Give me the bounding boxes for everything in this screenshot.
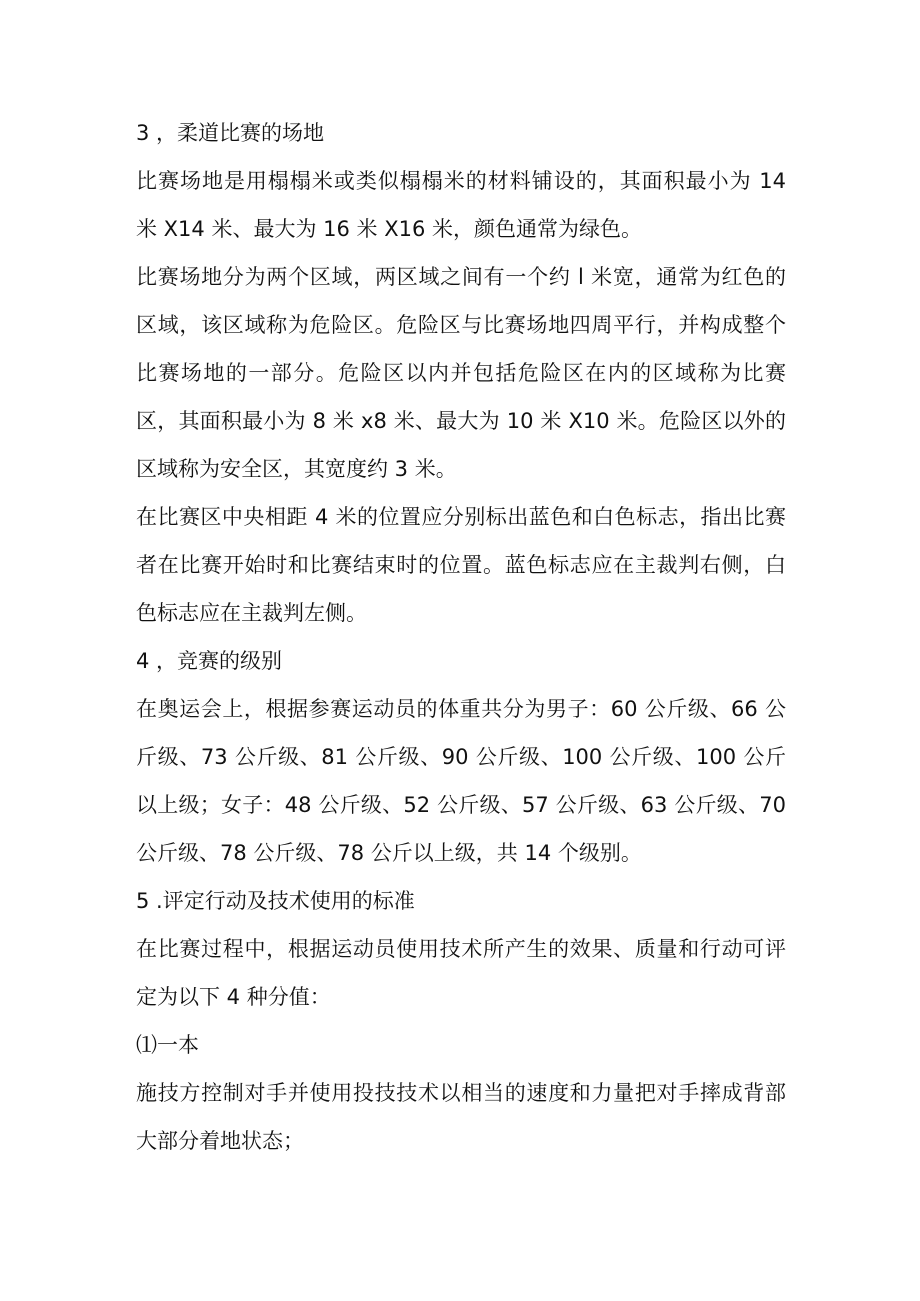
text-line: 定为以下 4 种分值： bbox=[136, 985, 331, 1009]
text-line: 以上级；女子：48 公斤级、52 公斤级、57 公斤级、63 公斤级、70 bbox=[136, 793, 786, 817]
text-line: 者在比赛开始时和比赛结束时的位置。蓝色标志应在主裁判右侧，白 bbox=[136, 553, 786, 577]
text-line: 大部分着地状态； bbox=[136, 1129, 304, 1153]
text-line: 在比赛区中央相距 4 米的位置应分别标出蓝色和白色标志，指出比赛 bbox=[136, 505, 786, 529]
text-line: 在比赛过程中，根据运动员使用技术所产生的效果、质量和行动可评 bbox=[136, 937, 786, 961]
text-line: ⑴一本 bbox=[136, 1033, 199, 1057]
text-line: 比赛场地是用榻榻米或类似榻榻米的材料铺设的，其面积最小为 14 bbox=[136, 169, 786, 193]
text-line: 比赛场地的一部分。危险区以内并包括危险区在内的区域称为比赛 bbox=[136, 361, 786, 385]
text-line: 区，其面积最小为 8 米 x8 米、最大为 10 米 X10 米。危险区以外的 bbox=[136, 409, 786, 433]
text-line: 3 ，柔道比赛的场地 bbox=[136, 121, 325, 145]
document-body bbox=[136, 109, 786, 1165]
text-line: 区域称为安全区，其宽度约 3 米。 bbox=[136, 457, 457, 481]
text-line: 施技方控制对手并使用投技技术以相当的速度和力量把对手摔成背部 bbox=[136, 1081, 786, 1105]
text-line: 区域，该区域称为危险区。危险区与比赛场地四周平行，并构成整个 bbox=[136, 313, 786, 337]
text-line: 色标志应在主裁判左侧。 bbox=[136, 601, 367, 625]
text-line: 比赛场地分为两个区域，两区域之间有一个约 l 米宽，通常为红色的 bbox=[136, 265, 786, 289]
text-line: 斤级、73 公斤级、81 公斤级、90 公斤级、100 公斤级、100 公斤 bbox=[136, 745, 786, 769]
text-line: 在奥运会上，根据参赛运动员的体重共分为男子：60 公斤级、66 公 bbox=[136, 697, 786, 721]
text-line: 公斤级、78 公斤级、78 公斤以上级，共 14 个级别。 bbox=[136, 841, 642, 865]
text-line: 5 .评定行动及技术使用的标准 bbox=[136, 889, 415, 913]
text-line: 4 ，竞赛的级别 bbox=[136, 649, 283, 673]
text-line: 米 X14 米、最大为 16 米 X16 米，颜色通常为绿色。 bbox=[136, 217, 642, 241]
